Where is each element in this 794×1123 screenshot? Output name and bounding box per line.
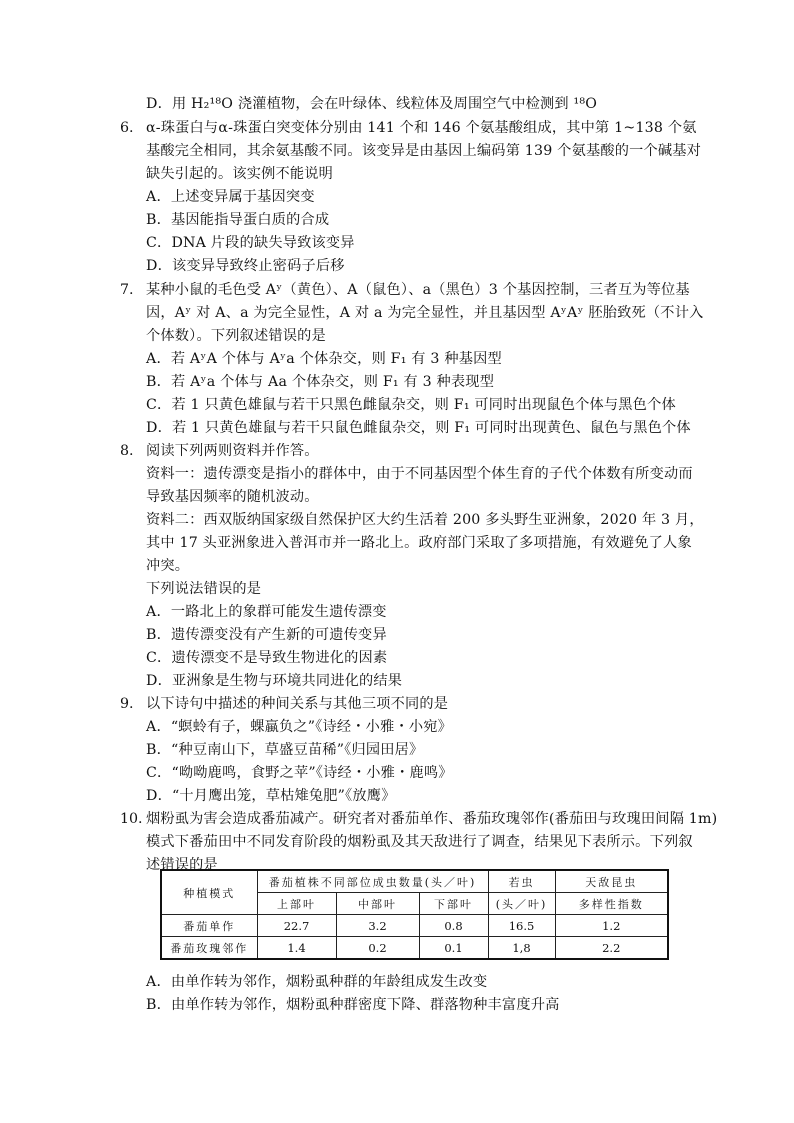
header-lower-leaf: 下部叶 xyxy=(419,893,488,915)
header-upper-leaf: 上部叶 xyxy=(257,893,336,915)
q6-option-a: A．上述变异属于基因突变 xyxy=(146,189,315,205)
q6-option-d: D．该变异导致终止密码子后移 xyxy=(146,258,345,274)
q7-stem-line: 因，Aʸ 对 A、a 为完全显性，A 对 a 为完全显性，并且基因型 AʸAʸ 胚胎致死（不计入 xyxy=(146,305,704,321)
table-row xyxy=(161,915,668,937)
header-diversity-index: 多样性指数 xyxy=(555,893,668,915)
q7-stem-line: 个体数）。下列叙述错误的是 xyxy=(146,328,326,344)
q7-stem-line: 某种小鼠的毛色受 Aʸ（黄色）、A（鼠色）、a（黑色）3 个基因控制，三者互为等位基 xyxy=(146,282,690,298)
q10-stem-line: 述错误的是 xyxy=(146,857,218,873)
header-nymph-unit: (头／叶) xyxy=(488,893,555,915)
header-middle-leaf: 中部叶 xyxy=(336,893,419,915)
q7-option-d: D．若 1 只黄色雄鼠与若干只鼠色雌鼠杂交，则 F₁ 可同时出现黄色、鼠色与黑色个体 xyxy=(146,420,691,436)
q9-option-d: D．“十月鹰出笼，草枯雉兔肥”《放鹰》 xyxy=(146,788,396,804)
q8-stem-line: 其中 17 头亚洲象进入普洱市并一路北上。政府部门采取了多项措施，有效避免了人象 xyxy=(146,535,692,551)
q8-option-d: D．亚洲象是生物与环境共同进化的结果 xyxy=(146,673,403,689)
header-planting-mode: 种植模式 xyxy=(161,870,257,915)
cell-upper: 1.4 xyxy=(257,937,336,960)
q8-stem-line: 导致基因频率的随机波动。 xyxy=(146,489,319,505)
q8-stem-line: 下列说法错误的是 xyxy=(146,581,262,597)
q10-option-a: A．由单作转为邻作，烟粉虱种群的年龄组成发生改变 xyxy=(146,974,488,990)
q6-option-b: B．基因能指导蛋白质的合成 xyxy=(146,212,330,228)
header-natural-enemy: 天敌昆虫 xyxy=(555,870,668,893)
q9-option-a: A．“螟蛉有子，蜾蠃负之”《诗经・小雅・小宛》 xyxy=(146,719,453,735)
q8-option-b: B．遗传漂变没有产生新的可遗传变异 xyxy=(146,627,387,643)
q9-option-b: B．“种豆南山下，草盛豆苗稀”《归园田居》 xyxy=(146,742,424,758)
q8-option-c: C．遗传漂变不是导致生物进化的因素 xyxy=(146,650,388,666)
cell-nymph: 1,8 xyxy=(488,937,555,960)
cell-lower: 0.1 xyxy=(419,937,488,960)
q9-stem-line: 以下诗句中描述的种间关系与其他三项不同的是 xyxy=(146,696,449,712)
q6-option-c: C．DNA 片段的缺失导致该变异 xyxy=(146,235,355,251)
q6-stem-line: 基酸完全相同，其余氨基酸不同。该变异是由基因上编码第 139 个氨基酸的一个碱基对 xyxy=(146,143,702,159)
q7-option-c: C．若 1 只黄色雄鼠与若干只黑色雌鼠杂交，则 F₁ 可同时出现鼠色个体与黑色个体 xyxy=(146,397,676,413)
q8-stem-line: 资料一：遗传漂变是指小的群体中，由于不同基因型个体生育的子代个体数有所变动而 xyxy=(146,466,693,482)
q7-number: 7. xyxy=(120,282,134,298)
cell-upper: 22.7 xyxy=(257,915,336,937)
q8-number: 8. xyxy=(120,443,134,459)
cell-middle: 0.2 xyxy=(336,937,419,960)
q8-stem-line: 冲突。 xyxy=(146,558,190,574)
q6-stem-line: 缺失引起的。该实例不能说明 xyxy=(146,166,334,182)
q6-number: 6. xyxy=(120,120,134,136)
table-row xyxy=(161,937,668,960)
cell-middle: 3.2 xyxy=(336,915,419,937)
cell-lower: 0.8 xyxy=(419,915,488,937)
row-mode: 番茄单作 xyxy=(161,915,257,937)
q10-stem-line: 模式下番茄田中不同发育阶段的烟粉虱及其天敌进行了调查，结果见下表所示。下列叙 xyxy=(146,834,693,850)
pest-survey-table xyxy=(160,869,669,960)
q8-option-a: A．一路北上的象群可能发生遗传漂变 xyxy=(146,604,387,620)
q8-stem-line: 阅读下列两则资料并作答。 xyxy=(146,443,319,459)
q8-stem-line: 资料二：西双版纳国家级自然保护区大约生活着 200 多头野生亚洲象，2020 年 3 月， xyxy=(146,512,704,528)
q6-stem-line: α-珠蛋白与α-珠蛋白突变体分别由 141 个和 146 个氨基酸组成，其中第 1~138 个氨 xyxy=(146,120,697,136)
cell-enemy-index: 2.2 xyxy=(555,937,668,960)
row-mode: 番茄玫瑰邻作 xyxy=(161,937,257,960)
q9-option-c: C．“呦呦鹿鸣，食野之苹”《诗经・小雅・鹿鸣》 xyxy=(146,765,453,781)
header-adult-count: 番茄植株不同部位成虫数量(头／叶) xyxy=(257,870,488,893)
q5-option-d: D．用 H₂¹⁸O 浇灌植物，会在叶绿体、线粒体及周围空气中检测到 ¹⁸O xyxy=(146,96,598,112)
header-nymph: 若虫 xyxy=(488,870,555,893)
q9-number: 9. xyxy=(120,696,134,712)
q10-number: 10. xyxy=(120,811,143,827)
q10-option-b: B．由单作转为邻作，烟粉虱种群密度下降、群落物种丰富度升高 xyxy=(146,997,560,1013)
q7-option-a: A．若 AʸA 个体与 Aʸa 个体杂交，则 F₁ 有 3 种基因型 xyxy=(146,351,502,367)
q7-option-b: B．若 Aʸa 个体与 Aa 个体杂交，则 F₁ 有 3 种表现型 xyxy=(146,374,495,390)
q10-stem-line: 烟粉虱为害会造成番茄减产。研究者对番茄单作、番茄玫瑰邻作(番茄田与玫瑰田间隔 1m) xyxy=(146,811,718,827)
cell-nymph: 16.5 xyxy=(488,915,555,937)
cell-enemy-index: 1.2 xyxy=(555,915,668,937)
